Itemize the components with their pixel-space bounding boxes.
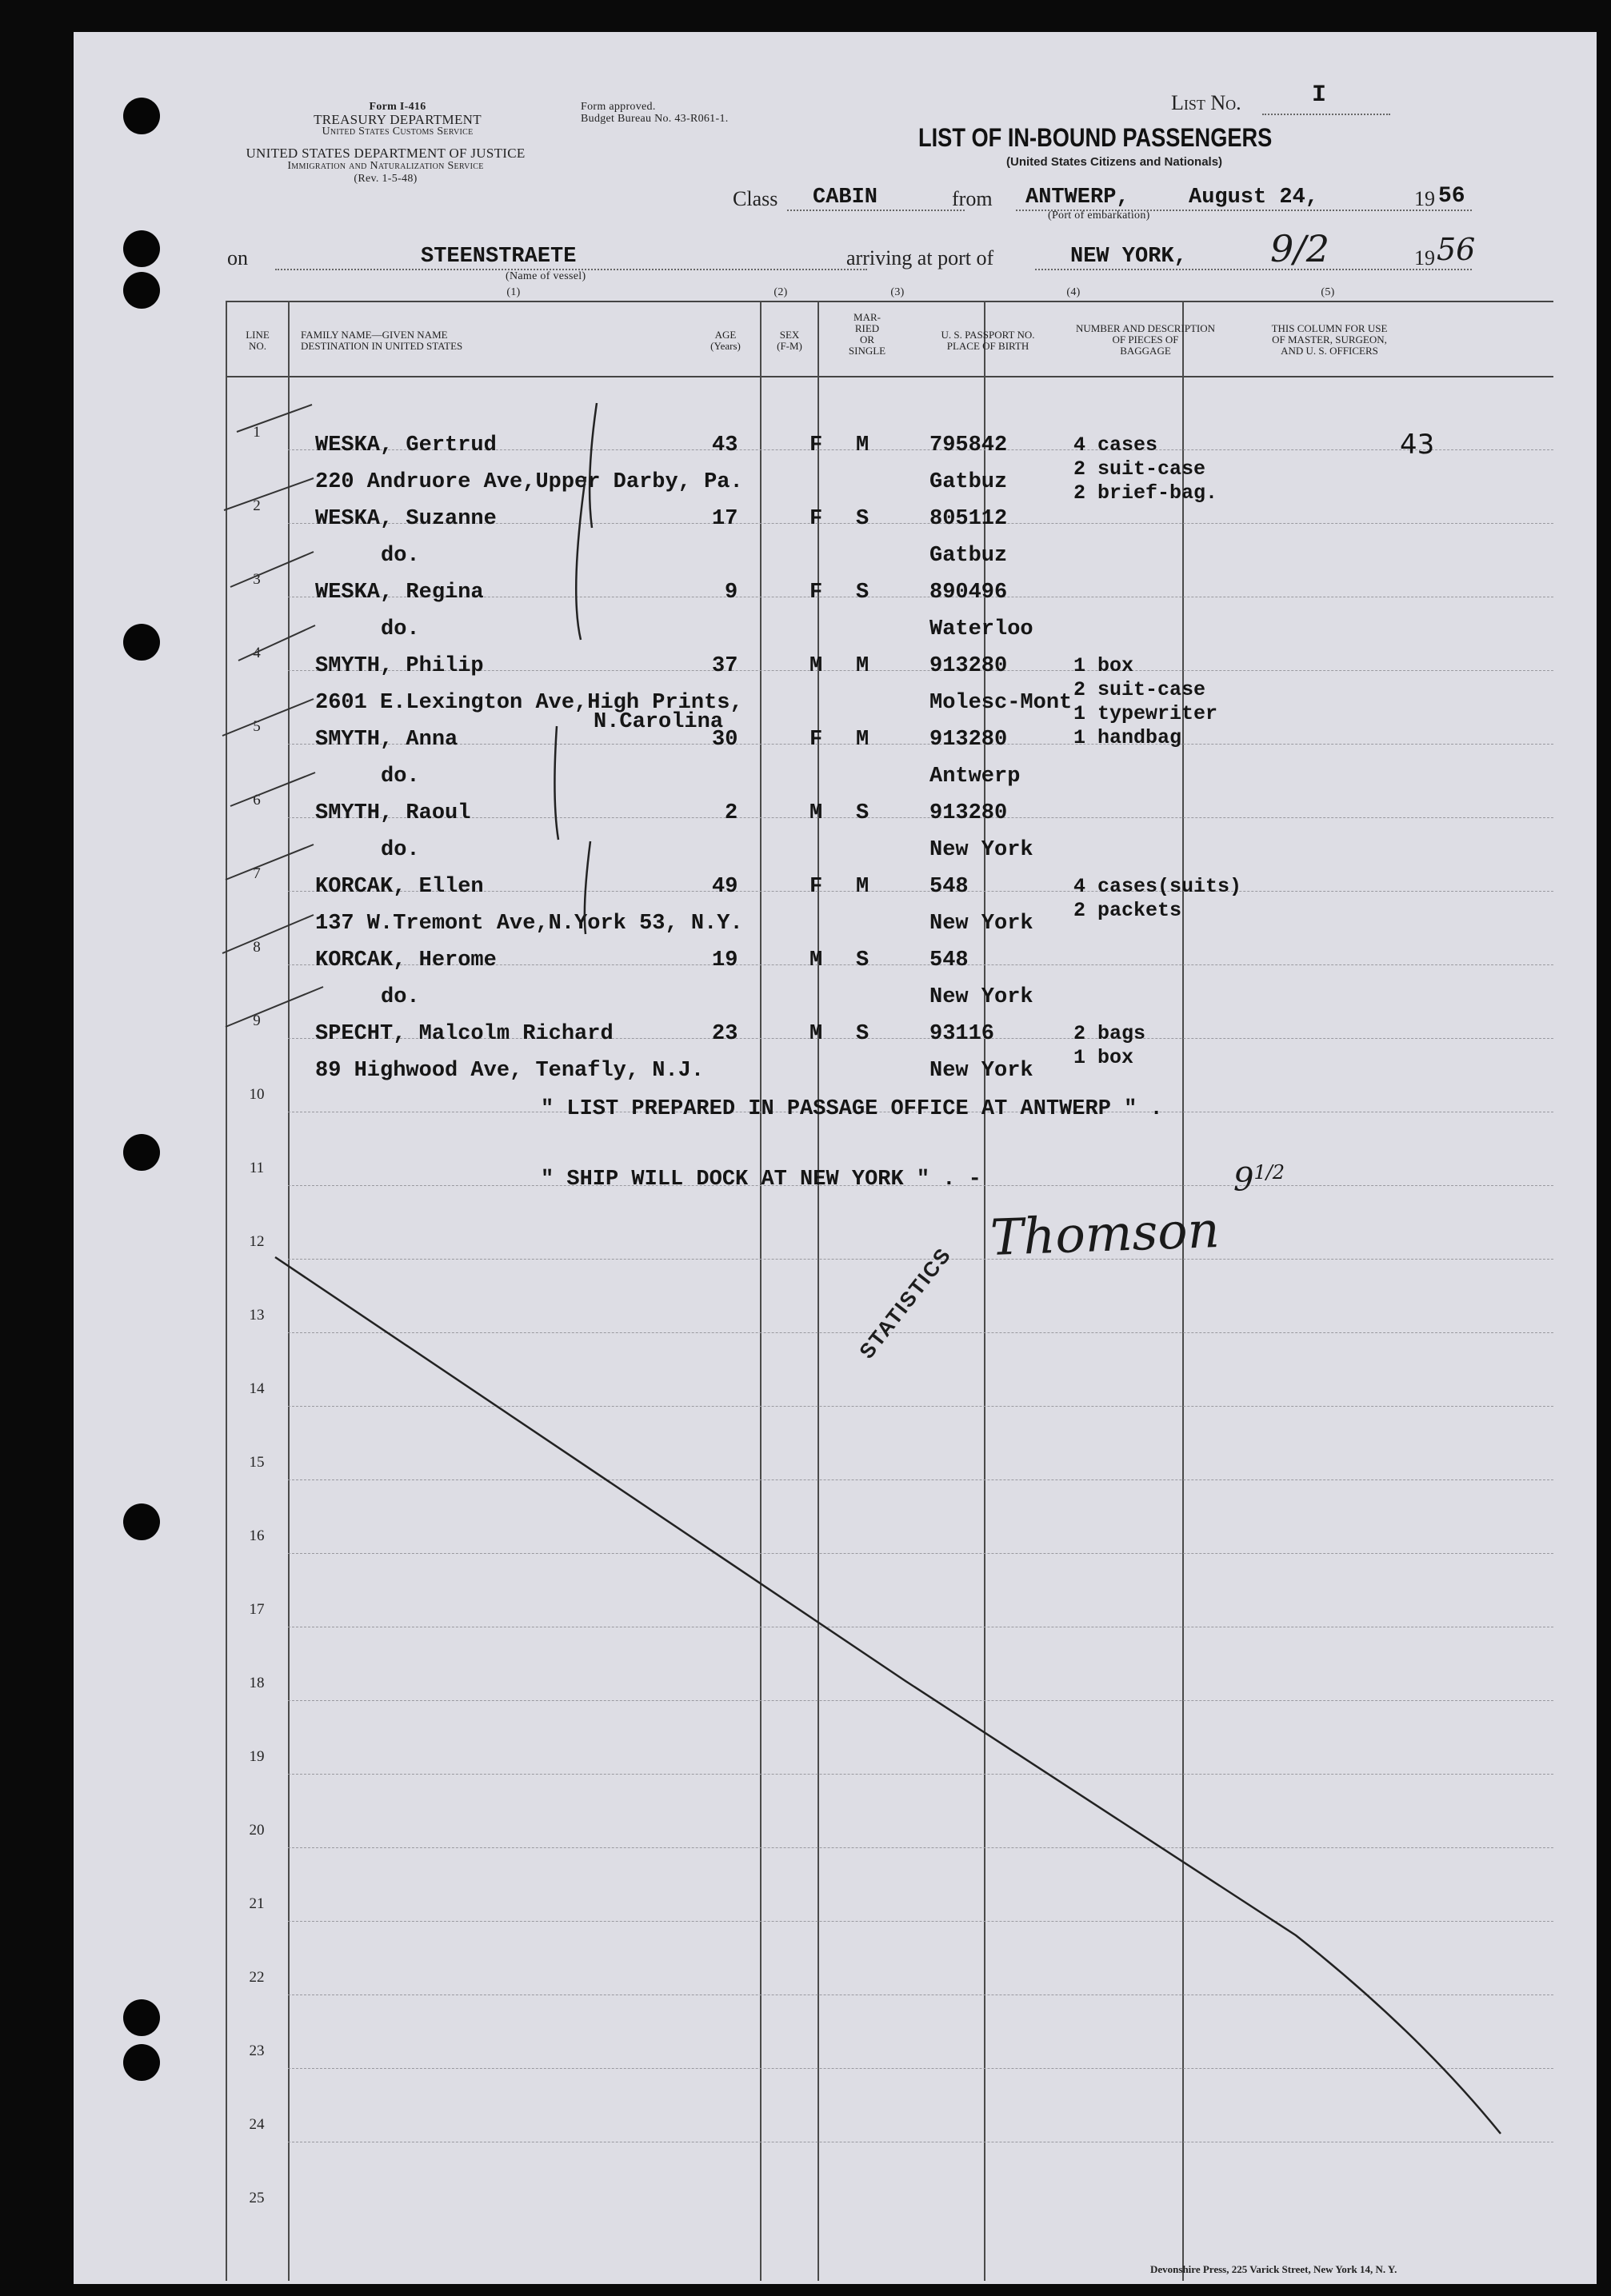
col-header-name: FAMILY NAME—GIVEN NAME DESTINATION IN UNITED STATES — [301, 329, 463, 352]
passenger-sex: F — [809, 875, 823, 899]
vessel-name: STEENSTRAETE — [421, 245, 577, 269]
col-header-age: AGE (Years) — [710, 329, 741, 352]
passenger-marital-status: M — [856, 433, 869, 457]
line-number: 23 — [249, 2042, 265, 2059]
col-number-2: (2) — [774, 286, 788, 298]
arrival-date-handwritten: 9/2 — [1270, 227, 1330, 270]
year-prefix-2: 19 — [1414, 246, 1435, 270]
passenger-marital-status: S — [856, 581, 869, 605]
arrival-port: NEW YORK, — [1070, 245, 1187, 269]
passenger-birthplace: New York — [929, 1059, 1033, 1083]
line-number: 25 — [249, 2190, 265, 2206]
line-number: 21 — [249, 1895, 265, 1912]
passenger-destination: do. — [381, 617, 420, 641]
passenger-baggage: 2 suit-case — [1073, 678, 1206, 701]
form-title: LIST OF IN-BOUND PASSENGERS — [918, 123, 1273, 152]
passenger-baggage: 2 bags — [1073, 1022, 1146, 1045]
form-approved: Form approved. — [581, 101, 656, 113]
passenger-age: 30 — [712, 728, 738, 752]
line-number: 4 — [253, 645, 261, 661]
passenger-passport: 890496 — [929, 581, 1008, 605]
passenger-age: 2 — [725, 801, 738, 825]
passenger-baggage: 1 box — [1073, 654, 1134, 677]
line-number: 15 — [249, 1454, 265, 1471]
passenger-destination-cont: N.Carolina — [594, 710, 724, 734]
passenger-age: 37 — [712, 654, 738, 678]
class-value: CABIN — [813, 186, 878, 210]
passenger-age: 19 — [712, 948, 738, 972]
line-number: 12 — [249, 1233, 265, 1250]
col-header-officers: THIS COLUMN FOR USE OF MASTER, SURGEON, AND U. S. OFFICERS — [1271, 322, 1388, 357]
passenger-baggage: 1 box — [1073, 1046, 1134, 1069]
passenger-age: 43 — [712, 433, 738, 457]
passenger-name: WESKA, Regina — [315, 581, 484, 605]
passenger-birthplace: Molesc-Mont — [929, 691, 1073, 715]
col-header-line: LINE NO. — [246, 329, 270, 352]
passenger-baggage: 2 brief-bag. — [1073, 481, 1218, 505]
passenger-sex: F — [809, 433, 823, 457]
passenger-baggage: 4 cases — [1073, 433, 1158, 457]
passenger-name: SPECHT, Malcolm Richard — [315, 1022, 614, 1046]
treasury-dept: TREASURY DEPARTMENT — [314, 112, 482, 127]
passenger-baggage: 2 suit-case — [1073, 457, 1206, 481]
passenger-marital-status: S — [856, 507, 869, 531]
passenger-age: 49 — [712, 875, 738, 899]
passenger-sex: F — [809, 728, 823, 752]
officer-note: 43 — [1400, 429, 1435, 461]
passenger-baggage: 1 handbag — [1073, 726, 1182, 749]
passenger-destination: 2601 E.Lexington Ave,High Prints, — [315, 691, 743, 715]
col-number-1: (1) — [506, 286, 521, 298]
justice-dept: UNITED STATES DEPARTMENT OF JUSTICE — [246, 146, 526, 161]
passenger-passport: 93116 — [929, 1022, 995, 1046]
line-number: 18 — [249, 1675, 265, 1691]
passenger-marital-status: M — [856, 654, 869, 678]
passenger-name: SMYTH, Raoul — [315, 801, 471, 825]
line-number: 9 — [253, 1012, 261, 1029]
from-value: ANTWERP, — [1025, 186, 1129, 210]
note-ship-dock: " SHIP WILL DOCK AT NEW YORK " . - — [541, 1168, 981, 1192]
document-sheet — [74, 32, 1597, 2284]
col-header-married: MAR- RIED OR SINGLE — [848, 311, 886, 357]
passenger-birthplace: Gatbuz — [929, 470, 1008, 494]
statistics-stamp: STATISTICS — [854, 1242, 956, 1364]
col-number-3: (3) — [890, 286, 905, 298]
passenger-destination: do. — [381, 985, 420, 1009]
passenger-age: 17 — [712, 507, 738, 531]
passenger-marital-status: M — [856, 728, 869, 752]
form-number: Form I-416 — [369, 101, 426, 113]
printer-imprint: Devonshire Press, 225 Varick Street, New York 14, N. Y. — [1150, 2263, 1397, 2275]
line-number: 5 — [253, 718, 261, 735]
passenger-sex: F — [809, 507, 823, 531]
port-embark-note: (Port of embarkation) — [1048, 210, 1150, 222]
passenger-passport: 913280 — [929, 654, 1008, 678]
passenger-destination: 220 Andruore Ave,Upper Darby, Pa. — [315, 470, 743, 494]
line-number: 8 — [253, 939, 261, 956]
signature: Thomson — [989, 1200, 1221, 1267]
col-number-5: (5) — [1321, 286, 1335, 298]
passenger-marital-status: S — [856, 1022, 869, 1046]
diagonal-cancel-line — [74, 32, 1597, 2284]
passenger-passport: 548 — [929, 875, 969, 899]
passenger-birthplace: Gatbuz — [929, 544, 1008, 568]
line-number: 22 — [249, 1969, 265, 1986]
passenger-birthplace: New York — [929, 985, 1033, 1009]
passenger-passport: 913280 — [929, 801, 1008, 825]
col-header-sex: SEX (F-M) — [777, 329, 802, 352]
col-header-baggage: NUMBER AND DESCRIPTION OF PIECES OF BAGGAGE — [1075, 322, 1216, 357]
form-revision: (Rev. 1-5-48) — [354, 173, 418, 185]
line-number: 10 — [249, 1086, 265, 1103]
passenger-destination: 89 Highwood Ave, Tenafly, N.J. — [315, 1059, 705, 1083]
passenger-destination: do. — [381, 544, 420, 568]
vessel-note: (Name of vessel) — [506, 270, 586, 282]
passenger-sex: M — [809, 801, 823, 825]
passenger-passport: 795842 — [929, 433, 1008, 457]
passenger-destination: do. — [381, 838, 420, 862]
line-number: 1 — [253, 424, 261, 441]
col-number-4: (4) — [1066, 286, 1081, 298]
passenger-age: 9 — [725, 581, 738, 605]
year-prefix-1: 19 — [1414, 187, 1435, 210]
line-number: 24 — [249, 2116, 265, 2133]
line-number: 17 — [249, 1601, 265, 1618]
passenger-baggage: 2 packets — [1073, 899, 1182, 922]
passenger-sex: M — [809, 948, 823, 972]
line-number: 7 — [253, 865, 261, 882]
from-label: from — [952, 187, 993, 210]
passenger-age: 23 — [712, 1022, 738, 1046]
passenger-passport: 805112 — [929, 507, 1008, 531]
year-value-2: 56 — [1437, 232, 1476, 267]
passenger-name: WESKA, Gertrud — [315, 433, 497, 457]
passenger-sex: F — [809, 581, 823, 605]
note-list-prepared: " LIST PREPARED IN PASSAGE OFFICE AT ANTWERP " . — [541, 1097, 1163, 1121]
line-number: 19 — [249, 1748, 265, 1765]
passenger-destination: 137 W.Tremont Ave,N.York 53, N.Y. — [315, 912, 743, 936]
passenger-birthplace: New York — [929, 912, 1033, 936]
passenger-marital-status: S — [856, 801, 869, 825]
passenger-name: SMYTH, Philip — [315, 654, 484, 678]
line-number: 16 — [249, 1527, 265, 1544]
passenger-passport: 548 — [929, 948, 969, 972]
line-number: 2 — [253, 497, 261, 514]
ins-service: Immigration and Naturalization Service — [287, 160, 484, 172]
passenger-marital-status: S — [856, 948, 869, 972]
class-label: Class — [733, 187, 778, 210]
line-number: 3 — [253, 571, 261, 588]
line-number: 11 — [249, 1160, 265, 1176]
passenger-passport: 913280 — [929, 728, 1008, 752]
passenger-marital-status: M — [856, 875, 869, 899]
on-label: on — [227, 246, 248, 270]
budget-bureau: Budget Bureau No. 43-R061-1. — [581, 113, 729, 125]
passenger-sex: M — [809, 1022, 823, 1046]
list-no-value: I — [1312, 82, 1327, 109]
passenger-baggage: 1 typewriter — [1073, 702, 1218, 725]
passenger-name: KORCAK, Herome — [315, 948, 497, 972]
form-subtitle: (United States Citizens and Nationals) — [1006, 155, 1223, 169]
line-number: 14 — [249, 1380, 265, 1397]
customs-service: United States Customs Service — [322, 126, 474, 138]
passenger-birthplace: Waterloo — [929, 617, 1033, 641]
arriving-label: arriving at port of — [846, 246, 994, 270]
passenger-name: KORCAK, Ellen — [315, 875, 484, 899]
passenger-baggage: 4 cases(suits) — [1073, 875, 1242, 898]
passenger-sex: M — [809, 654, 823, 678]
passenger-name: WESKA, Suzanne — [315, 507, 497, 531]
passenger-birthplace: New York — [929, 838, 1033, 862]
handwritten-initial: $9^{1/2}$ — [1233, 1161, 1285, 1199]
departure-date: August 24, — [1189, 186, 1319, 210]
passenger-name: SMYTH, Anna — [315, 728, 458, 752]
line-number: 20 — [249, 1822, 265, 1839]
passenger-birthplace: Antwerp — [929, 765, 1021, 789]
passenger-destination: do. — [381, 765, 420, 789]
line-number: 6 — [253, 792, 261, 809]
line-number: 13 — [249, 1307, 265, 1324]
list-no-label: List No. — [1171, 91, 1241, 114]
year-value-1: 56 — [1438, 184, 1465, 209]
col-header-passport: U. S. PASSPORT NO. PLACE OF BIRTH — [941, 329, 1035, 352]
